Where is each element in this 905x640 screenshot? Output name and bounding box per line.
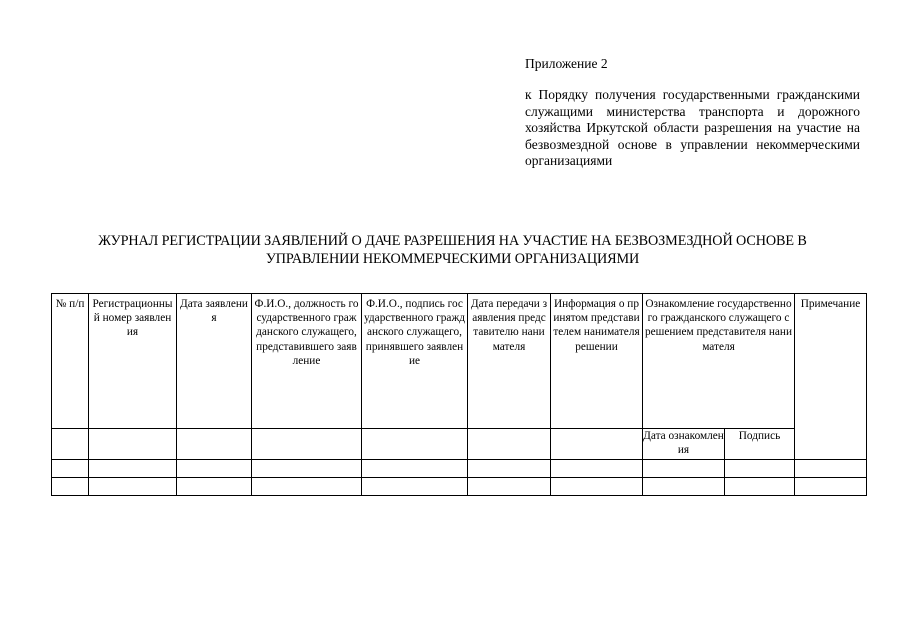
table-header-row xyxy=(52,294,867,429)
header-acquaintance: Ознакомление государственного гражданского служащего с решением представителя нанимателя xyxy=(643,294,795,429)
header-application-date: Дата заявления xyxy=(177,294,252,429)
journal-title-line-2: УПРАВЛЕНИИ НЕКОММЕРЧЕСКИМИ ОРГАНИЗАЦИЯМИ xyxy=(265,250,640,267)
table-cell xyxy=(252,429,362,460)
header-number: № п/п xyxy=(52,294,89,429)
table-cell xyxy=(252,478,362,496)
appendix-title: Приложение 2 xyxy=(525,56,608,71)
table-cell xyxy=(643,460,725,478)
table-cell xyxy=(177,429,252,460)
header-decision-info: Информация о принятом представителем нанимателя решении xyxy=(551,294,643,429)
registration-table xyxy=(51,293,867,496)
table-cell xyxy=(551,460,643,478)
table-cell xyxy=(177,460,252,478)
header-applicant-name: Ф.И.О., должность государственного гражданского служащего, представившего заявление xyxy=(252,294,362,429)
table-row xyxy=(52,460,867,478)
journal-title-line-1: ЖУРНАЛ РЕГИСТРАЦИИ ЗАЯВЛЕНИЙ О ДАЧЕ РАЗРЕШЕНИЯ НА УЧАСТИЕ НА БЕЗВОЗМЕЗДНОЙ ОСНОВЕ В xyxy=(98,233,807,249)
table-cell xyxy=(725,460,795,478)
table-cell xyxy=(795,460,867,478)
table-row xyxy=(52,478,867,496)
table-subheader-row xyxy=(52,429,867,460)
header-receiver-name: Ф.И.О., подпись государственного гражданского служащего, принявшего заявление xyxy=(362,294,468,429)
table-cell xyxy=(725,478,795,496)
header-note: Примечание xyxy=(795,294,867,460)
table-cell xyxy=(89,478,177,496)
subheader-signature: Подпись xyxy=(725,429,795,460)
header-transfer-date: Дата передачи заявления представителю нанимателя xyxy=(468,294,551,429)
table-cell xyxy=(89,460,177,478)
table-cell xyxy=(468,429,551,460)
table-cell xyxy=(551,429,643,460)
table-cell xyxy=(362,478,468,496)
table-cell xyxy=(643,478,725,496)
table-cell xyxy=(89,429,177,460)
table-cell xyxy=(551,478,643,496)
table-cell xyxy=(52,429,89,460)
table-cell xyxy=(362,429,468,460)
table-cell xyxy=(52,478,89,496)
table-cell xyxy=(795,478,867,496)
table-cell xyxy=(468,460,551,478)
appendix-text: к Порядку получения государственными гражданскими служащими министерства транспорта и дорожного хозяйства Иркутской области разрешения на участие на безвозмездной основе в управлении некоммерческими организациями xyxy=(525,87,860,169)
table-cell xyxy=(177,478,252,496)
table-cell xyxy=(362,460,468,478)
table-cell xyxy=(52,460,89,478)
header-registration-number: Регистрационный номер заявления xyxy=(89,294,177,429)
table-cell xyxy=(252,460,362,478)
journal-title xyxy=(0,233,905,268)
table-cell xyxy=(468,478,551,496)
subheader-acquaintance-date: Дата ознакомления xyxy=(643,429,725,460)
